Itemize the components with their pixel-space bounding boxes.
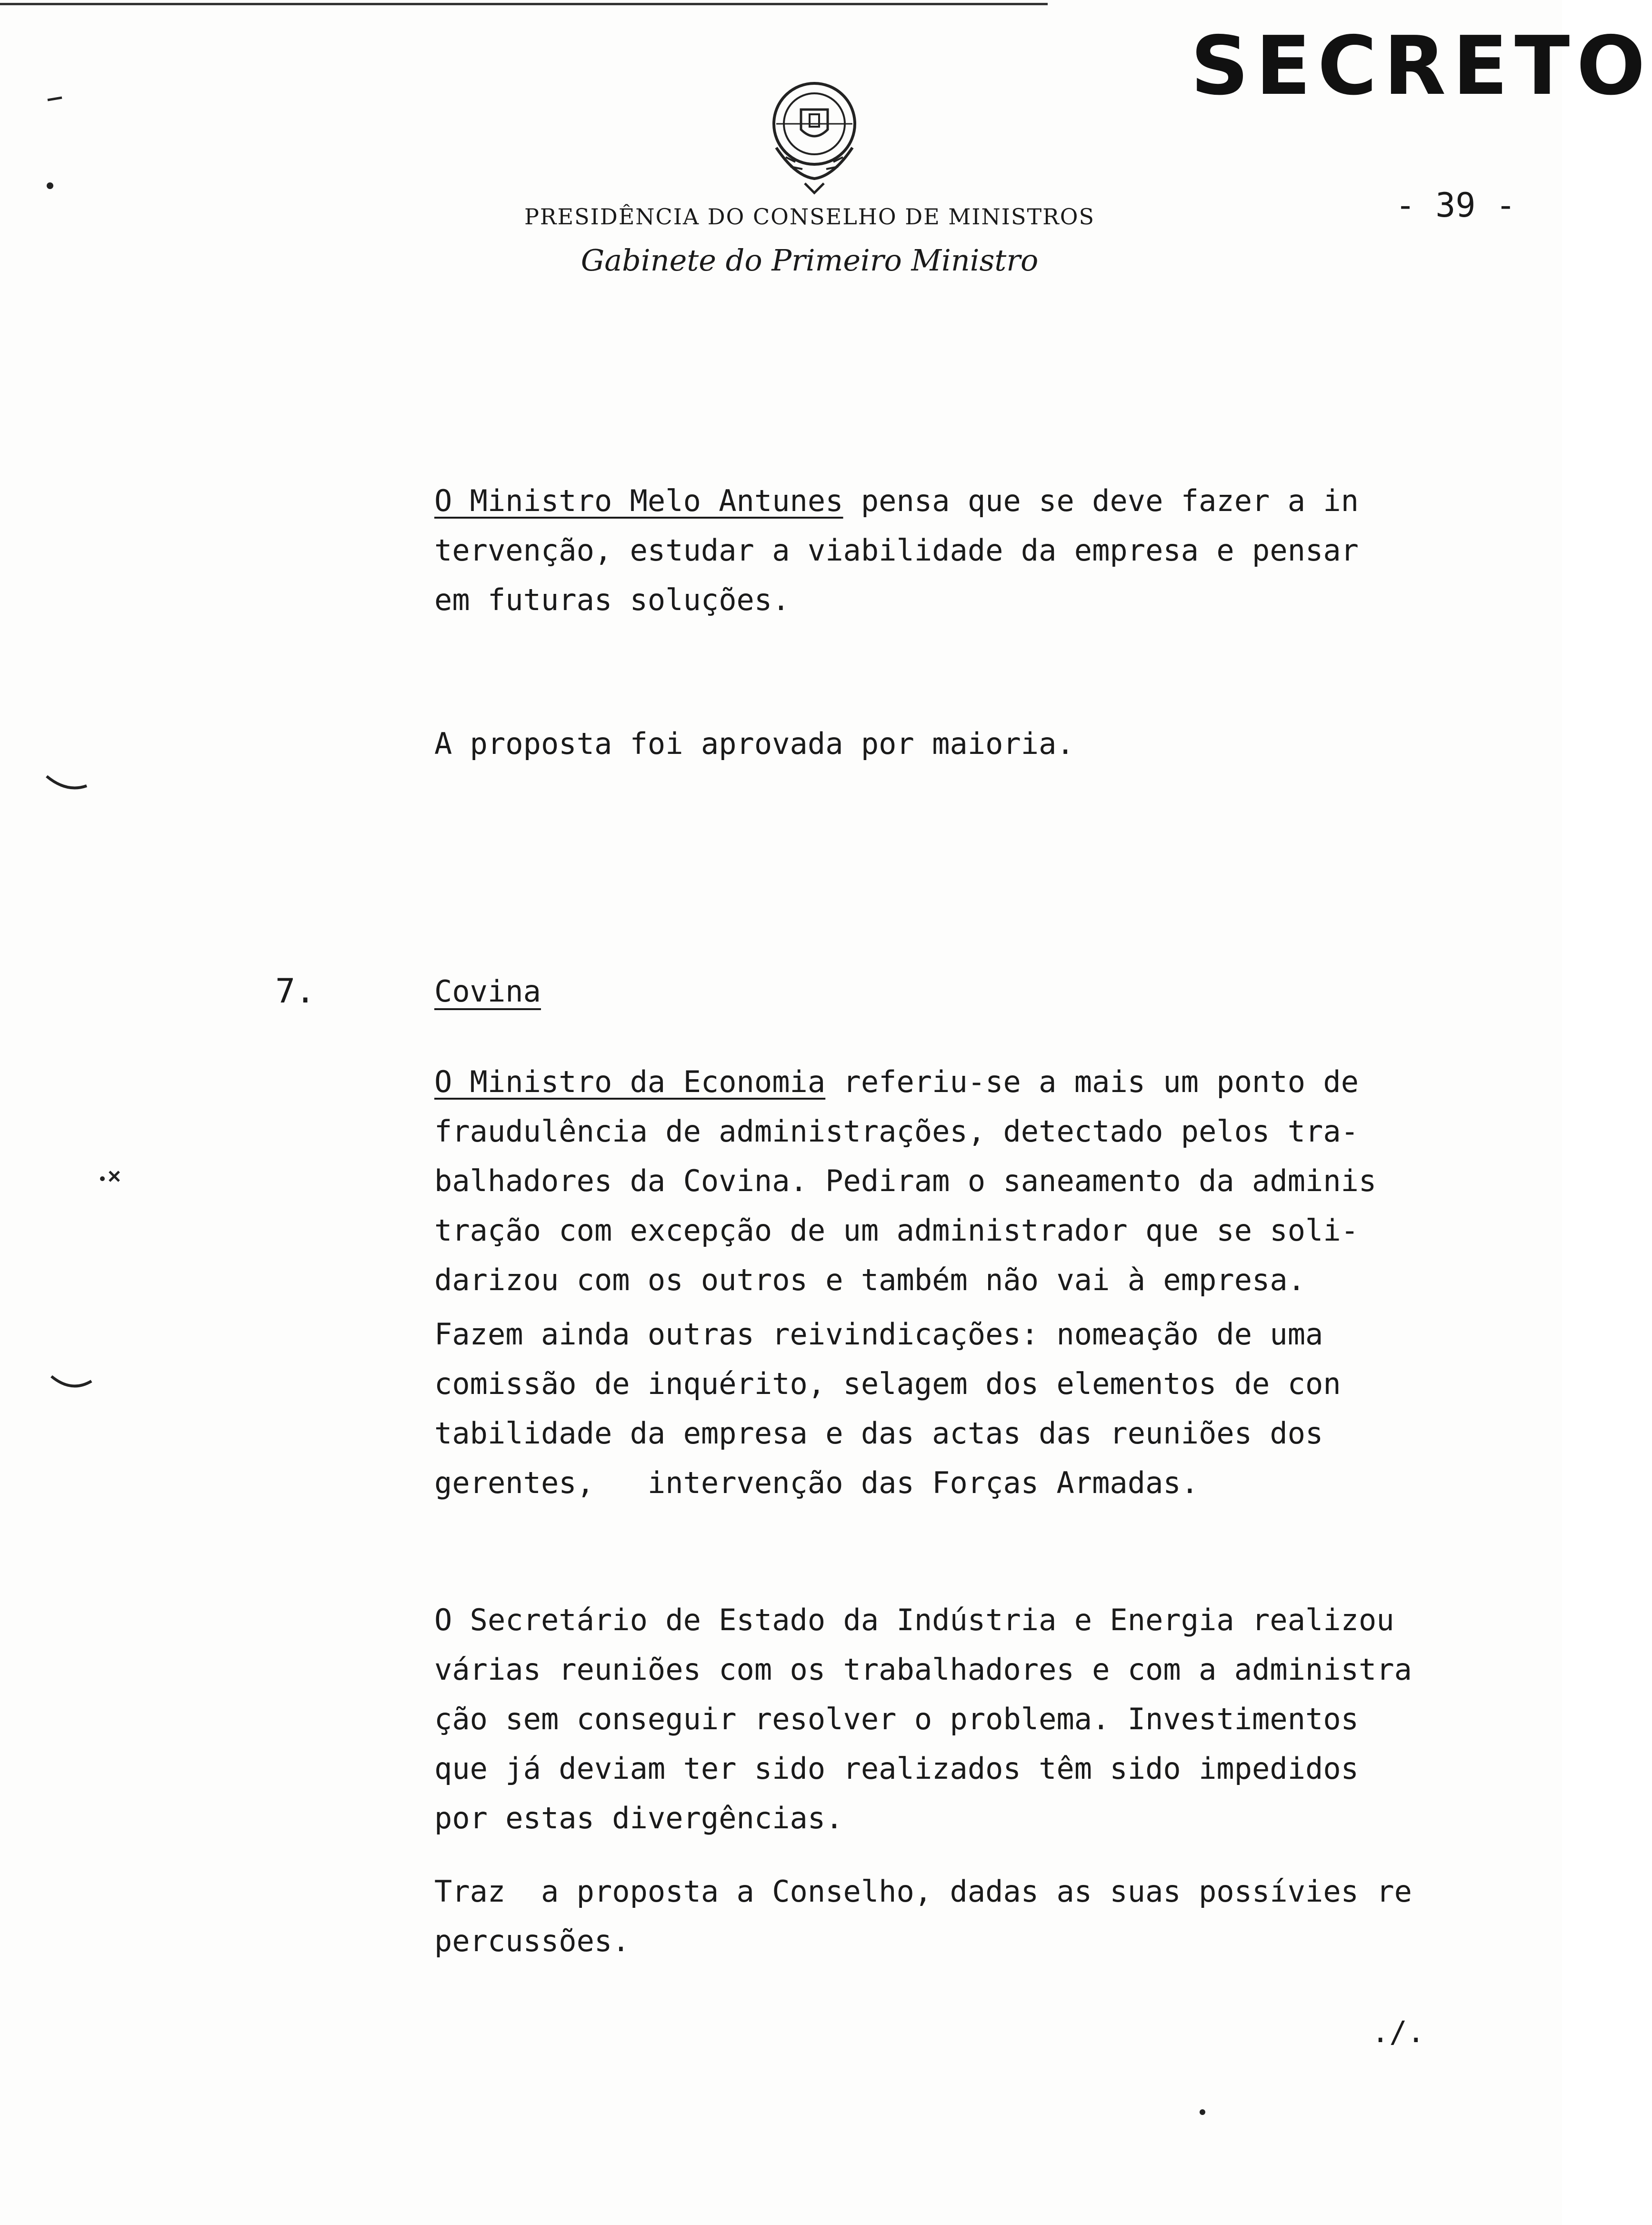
paragraph-line: fraudulência de administrações, detectado pelos tra- <box>434 1114 1359 1149</box>
paragraph-proposal-approved: A proposta foi aprovada por maioria. <box>434 726 1074 761</box>
paragraph-economy-minister <box>434 1057 1444 1305</box>
margin-mark-icon <box>95 1167 124 1186</box>
margin-mark-icon <box>43 90 71 110</box>
coat-of-arms-seal-icon <box>757 76 871 195</box>
margin-mark-icon <box>43 176 57 195</box>
paragraph-line: em futuras soluções. <box>434 582 790 617</box>
paragraph-proposal-to-council <box>434 1867 1444 1966</box>
paragraph-line: balhadores da Covina. Pediram o saneamento da adminis <box>434 1163 1377 1198</box>
paragraph-line: por estas divergências. <box>434 1801 843 1835</box>
margin-mark-icon <box>43 772 90 795</box>
paragraph-line: darizou com os outros e também não vai à empresa. <box>434 1263 1306 1297</box>
header-organization: PRESIDÊNCIA DO CONSELHO DE MINISTROS <box>524 204 1095 230</box>
paragraph-line: Traz a proposta a Conselho, dadas as suas possívies re <box>434 1874 1412 1909</box>
paragraph-melo-antunes <box>434 476 1444 625</box>
top-rule <box>0 3 1048 5</box>
paragraph-line: Fazem ainda outras reivindicações: nomeação de uma <box>434 1317 1323 1352</box>
margin-mark-icon <box>1195 2105 1210 2119</box>
paragraph-claims <box>434 1310 1444 1508</box>
item-number: 7. <box>275 972 316 1011</box>
continuation-mark: ./. <box>1372 2015 1425 2049</box>
paragraph-line: O Secretário de Estado da Indústria e Energia realizou <box>434 1603 1394 1637</box>
paragraph-secretary-of-state <box>434 1595 1444 1843</box>
margin-mark-icon <box>48 1372 95 1395</box>
paragraph-line: referiu-se a mais um ponto de <box>825 1064 1359 1099</box>
paragraph-line: tração com excepção de um administrador que se soli- <box>434 1213 1359 1248</box>
paragraph-line: que já deviam ter sido realizados têm sido impedidos <box>434 1751 1359 1786</box>
paragraph-line: comissão de inquérito, selagem dos elementos de con <box>434 1366 1341 1401</box>
paragraph-line: pensa que se deve fazer a in <box>843 483 1359 518</box>
speaker-economy-minister: O Ministro da Economia <box>434 1064 826 1099</box>
paragraph-line: percussões. <box>434 1924 630 1958</box>
header-subtitle: Gabinete do Primeiro Ministro <box>581 243 1039 278</box>
page-number: - 39 - <box>1395 186 1516 225</box>
speaker-melo-antunes: O Ministro Melo Antunes <box>434 483 843 518</box>
paragraph-line: gerentes, intervenção das Forças Armadas. <box>434 1465 1199 1500</box>
paragraph-line: tabilidade da empresa e das actas das reuniões dos <box>434 1416 1323 1451</box>
item-title: Covina <box>434 974 541 1009</box>
paragraph-line: tervenção, estudar a viabilidade da empresa e pensar <box>434 533 1359 568</box>
secret-stamp: SECRETO <box>1191 19 1652 113</box>
paragraph-line: ção sem conseguir resolver o problema. Investimentos <box>434 1702 1359 1736</box>
paragraph-line: várias reuniões com os trabalhadores e com a administra <box>434 1652 1412 1687</box>
